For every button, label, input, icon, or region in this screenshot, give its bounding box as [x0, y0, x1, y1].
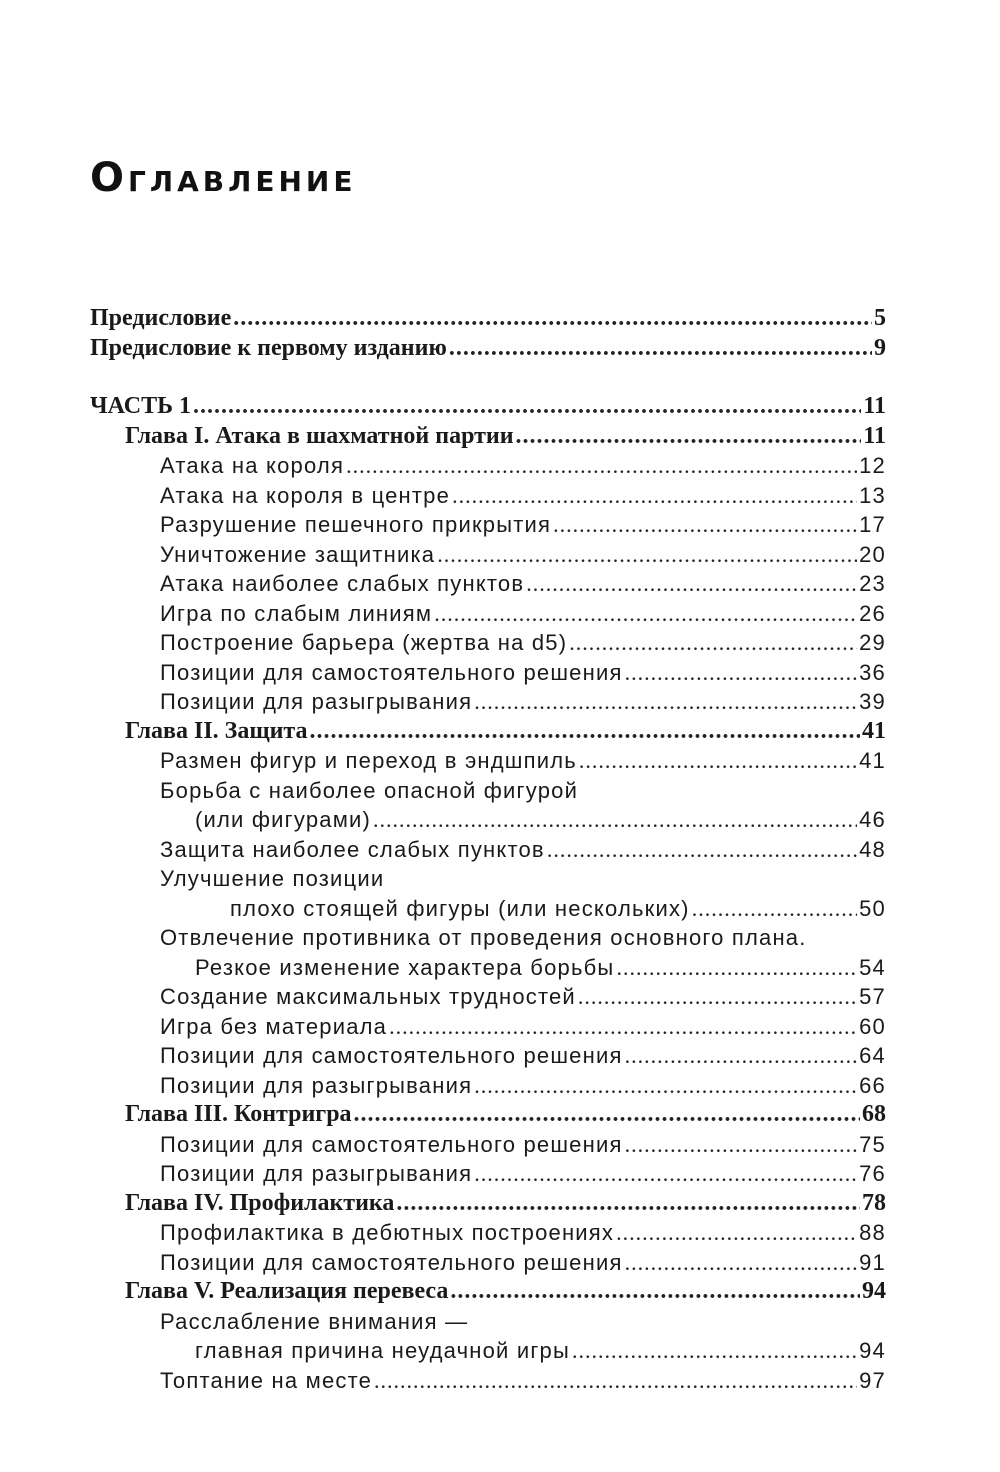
spacer — [90, 363, 886, 392]
dot-leader — [474, 687, 857, 717]
toc-chapter-1[interactable]: Глава I. Атака в шахматной партии ..... 11 — [90, 422, 886, 452]
dot-leader — [526, 569, 857, 599]
dot-leader — [625, 1248, 858, 1278]
toc-section[interactable]: Атака на короля в центре ..... 13 — [90, 481, 886, 511]
toc-section[interactable]: Уничтожение защитника ..... 20 — [90, 540, 886, 570]
toc-section-line[interactable]: Отвлечение противника от проведения основного плана. — [160, 925, 807, 950]
table-of-contents — [90, 304, 886, 1395]
toc-entry-preface-first-edition[interactable]: Предисловие к первому изданию ..... 9 — [90, 334, 886, 364]
toc-section[interactable]: Топтание на месте ..... 97 — [90, 1366, 886, 1396]
dot-leader — [692, 894, 857, 924]
page-number: 76 — [859, 1161, 886, 1186]
page-number: 75 — [859, 1131, 886, 1157]
page-number: 68 — [862, 1101, 886, 1127]
page-number: 54 — [859, 954, 886, 980]
dot-leader — [233, 304, 872, 334]
toc-section[interactable]: Размен фигур и переход в эндшпиль ..... 41 — [90, 746, 886, 776]
page-number: 11 — [863, 393, 886, 419]
page-number: 39 — [859, 689, 886, 714]
dot-leader — [346, 451, 857, 481]
toc-section[interactable]: Позиции для разыгрывания ..... 39 — [90, 687, 886, 717]
dot-leader — [616, 1218, 857, 1248]
toc-section[interactable]: главная причина неудачной игры ..... 94 — [90, 1336, 886, 1366]
toc-section[interactable]: Позиции для разыгрывания ..... 76 — [90, 1159, 886, 1189]
dot-leader — [396, 1189, 860, 1219]
dot-leader — [354, 1100, 860, 1130]
dot-leader — [553, 510, 857, 540]
page-title: Оглавление — [90, 155, 357, 201]
dot-leader — [449, 334, 872, 364]
page-number: 17 — [859, 512, 886, 537]
toc-section[interactable]: Создание максимальных трудностей ..... 57 — [90, 982, 886, 1012]
dot-leader — [547, 835, 857, 865]
toc-section[interactable]: (или фигурами) ..... 46 — [90, 805, 886, 835]
toc-section[interactable]: Позиции для самостоятельного решения ..... 75 — [90, 1130, 886, 1160]
page-number: 97 — [859, 1367, 886, 1393]
dot-leader — [616, 953, 857, 983]
toc-section[interactable]: Позиции для самостоятельного решения ..... 91 — [90, 1248, 886, 1278]
page-number: 48 — [859, 836, 886, 862]
page-number: 26 — [859, 600, 886, 626]
page-number: 88 — [859, 1220, 886, 1245]
dot-leader — [625, 658, 858, 688]
toc-chapter-3[interactable]: Глава III. Контригра ..... 68 — [90, 1100, 886, 1130]
dot-leader — [572, 1336, 857, 1366]
page-number: 5 — [874, 305, 886, 331]
page-number: 29 — [859, 630, 886, 655]
toc-entry-preface[interactable]: Предисловие ..... 5 — [90, 304, 886, 334]
dot-leader — [625, 1041, 858, 1071]
page-number: 94 — [862, 1278, 886, 1304]
dot-leader — [452, 481, 857, 511]
page-number: 50 — [859, 895, 886, 921]
dot-leader — [389, 1012, 857, 1042]
toc-section[interactable]: Игра без материала ..... 60 — [90, 1012, 886, 1042]
toc-section-line[interactable]: Борьба с наиболее опасной фигурой — [160, 777, 579, 803]
dot-leader — [374, 1366, 857, 1396]
dot-leader — [373, 805, 857, 835]
dot-leader — [474, 1159, 857, 1189]
page-number: 60 — [859, 1013, 886, 1039]
page-number: 9 — [874, 334, 886, 361]
dot-leader — [434, 599, 857, 629]
dot-leader — [450, 1277, 860, 1307]
toc-section-line[interactable]: Расслабление внимания — — [160, 1308, 469, 1334]
toc-section[interactable]: Позиции для самостоятельного решения ..... 64 — [90, 1041, 886, 1071]
toc-section[interactable]: Профилактика в дебютных построениях ..... 88 — [90, 1218, 886, 1248]
page-number: 11 — [863, 422, 886, 449]
page-number: 12 — [859, 453, 886, 478]
toc-section[interactable]: Разрушение пешечного прикрытия ..... 17 — [90, 510, 886, 540]
toc-section[interactable]: Атака наиболее слабых пунктов ..... 23 — [90, 569, 886, 599]
toc-section[interactable]: Резкое изменение характера борьбы ..... 54 — [90, 953, 886, 983]
toc-section[interactable]: Защита наиболее слабых пунктов ..... 48 — [90, 835, 886, 865]
dot-leader — [474, 1071, 857, 1101]
dot-leader — [569, 628, 857, 658]
toc-entry-part-1[interactable]: ЧАСТЬ 1 ..... 11 — [90, 392, 886, 422]
page-number: 41 — [859, 748, 886, 773]
toc-section-line[interactable]: Улучшение позиции — [160, 866, 385, 891]
toc-section[interactable]: Позиции для самостоятельного решения ..... 36 — [90, 658, 886, 688]
dot-leader — [193, 392, 861, 422]
page-number: 20 — [859, 541, 886, 567]
page-number: 91 — [859, 1249, 886, 1275]
dot-leader — [437, 540, 857, 570]
page-number: 64 — [859, 1043, 886, 1068]
dot-leader — [516, 422, 862, 452]
dot-leader — [625, 1130, 858, 1160]
toc-section[interactable]: Позиции для разыгрывания ..... 66 — [90, 1071, 886, 1101]
toc-section[interactable]: Построение барьера (жертва на d5) ..... 29 — [90, 628, 886, 658]
toc-chapter-4[interactable]: Глава IV. Профилактика ..... 78 — [90, 1189, 886, 1219]
page-number: 13 — [859, 482, 886, 508]
dot-leader — [310, 717, 860, 747]
page-number: 36 — [859, 659, 886, 685]
page-number: 78 — [862, 1189, 886, 1216]
toc-chapter-5[interactable]: Глава V. Реализация перевеса ..... 94 — [90, 1277, 886, 1307]
page-number: 46 — [859, 807, 886, 832]
toc-section[interactable]: Атака на короля ..... 12 — [90, 451, 886, 481]
toc-section[interactable]: Игра по слабым линиям ..... 26 — [90, 599, 886, 629]
page-number: 94 — [859, 1338, 886, 1363]
page-number: 57 — [859, 984, 886, 1009]
dot-leader — [579, 746, 857, 776]
page-number: 23 — [859, 571, 886, 596]
page-number: 41 — [862, 717, 886, 744]
dot-leader — [578, 982, 857, 1012]
page-number: 66 — [859, 1072, 886, 1098]
toc-section[interactable]: плохо стоящей фигуры (или нескольких) ..... 50 — [90, 894, 886, 924]
toc-chapter-2[interactable]: Глава II. Защита ..... 41 — [90, 717, 886, 747]
